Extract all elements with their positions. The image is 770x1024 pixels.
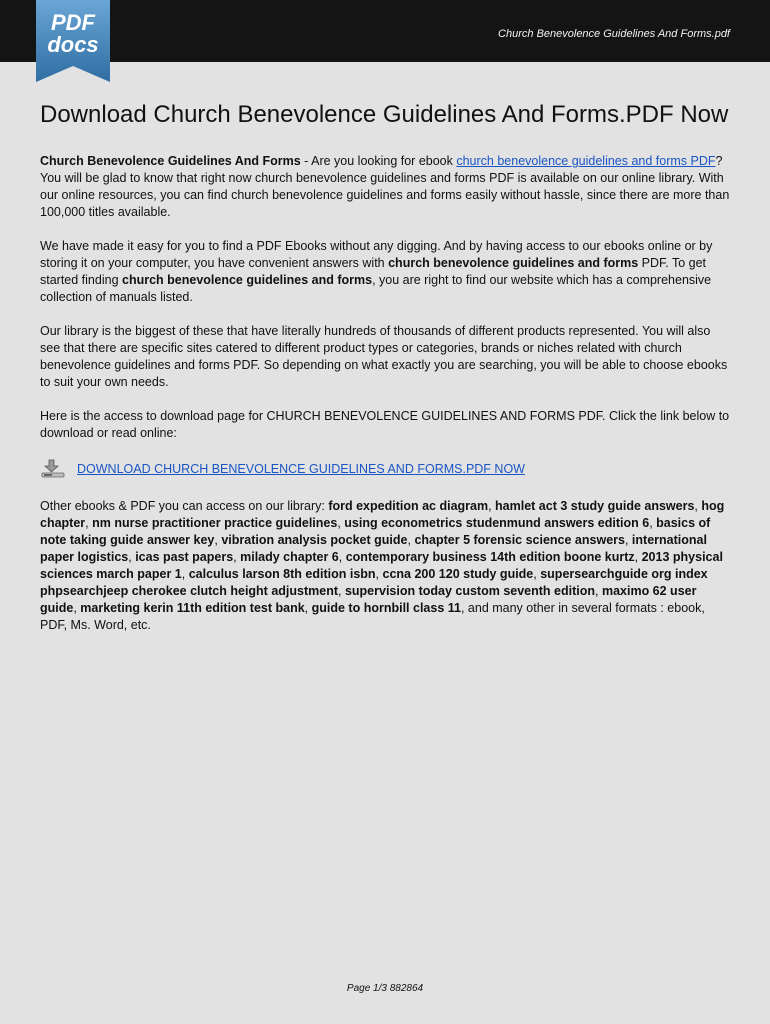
other-ebook-item: nm nurse practitioner practice guidelines	[92, 516, 338, 530]
document-body	[40, 101, 730, 651]
other-ebook-item: maximo 62 user guide	[40, 584, 697, 615]
intro-paragraph	[40, 153, 730, 221]
para2-bold-1: church benevolence guidelines and forms	[388, 256, 639, 270]
other-ebook-item: supervision today custom seventh edition	[344, 584, 596, 598]
pdf-docs-logo-icon[interactable]	[36, 0, 110, 82]
page-footer: Page 1/3 882864	[346, 983, 424, 994]
other-lead: Other ebooks & PDF you can access on our library:	[40, 499, 329, 513]
para2-text-1: We have made it easy for you to find a PDF Ebooks without any digging. And by having access to our ebooks online or by storing it on your computer, you have convenient answers with	[40, 239, 713, 270]
other-ebooks-paragraph: Other ebooks & PDF you can access on our library: ford expedition ac diagram, hamlet act 3 study guide answers, hog chapter, nm nurse practitioner practice guidelines, using econometrics studenmund answers edition 6, basics of note taking guide answer key, vibration analysis pocket guide, chapter 5 forensic science answers, international paper logistics, icas past papers, milady chapter 6, contemporary business 14th edition boone kurtz, 2013 physical sciences march paper 1, calculus larson 8th edition isbn, ccna 200 120 study guide, supersearchguide org index phpsearchjeep cherokee clutch height adjustment, supervision today custom seventh edition, maximo 62 user guide, marketing kerin 11th edition test bank, guide to hornbill class 11, and many other in several formats : ebook, PDF, Ms. Word, etc.	[40, 499, 725, 632]
paragraph-4: Here is the access to download page for CHURCH BENEVOLENCE GUIDELINES AND FORMS PDF. Click the link below to download or read online:	[40, 409, 730, 440]
download-icon[interactable]	[40, 459, 66, 479]
other-ebook-item: hamlet act 3 study guide answers	[495, 499, 695, 513]
other-ebook-item: milady chapter 6	[240, 550, 339, 564]
download-row	[40, 459, 730, 479]
logo-text-docs: docs	[47, 32, 99, 57]
ebook-link[interactable]: church benevolence guidelines and forms PDF	[456, 154, 716, 168]
other-ebook-item: chapter 5 forensic science answers	[414, 533, 625, 547]
other-ebook-item: 2013 physical sciences march paper 1	[40, 550, 723, 581]
other-ebook-item: icas past papers	[135, 550, 234, 564]
other-ebook-item: contemporary business 14th edition boone kurtz	[345, 550, 635, 564]
other-ebook-item: ccna 200 120 study guide	[382, 567, 534, 581]
other-ebook-item: ford expedition ac diagram	[328, 499, 489, 513]
other-ebook-item: vibration analysis pocket guide	[221, 533, 408, 547]
intro-text-2: ? You will be glad to know that right now church benevolence guidelines and forms PDF is available on our online library. With our online resources, you can find church benevolence guidelines and forms easily without hassle, since there are more than 100,000 titles available.	[40, 154, 730, 219]
other-ebook-item: calculus larson 8th edition isbn	[188, 567, 376, 581]
other-ebook-item: guide to hornbill class 11	[311, 601, 461, 615]
paragraph-3: Our library is the biggest of these that have literally hundreds of thousands of different products represented. You will also see that there are specific sites catered to different product types or categories, brands or niches related with church benevolence guidelines and forms PDF. So depending on what exactly you are searching, you will be able to choose ebooks to suit your own needs.	[40, 324, 728, 389]
para2-text-3: , you are right to find our website which has a comprehensive collection of manuals listed.	[40, 273, 712, 304]
other-ebook-item: hog chapter	[40, 499, 725, 530]
download-link[interactable]: DOWNLOAD CHURCH BENEVOLENCE GUIDELINES AND FORMS.PDF NOW	[77, 461, 525, 476]
other-ebook-item: supersearchguide org index phpsearchjeep cherokee clutch height adjustment	[40, 567, 708, 598]
other-ebook-item: basics of note taking guide answer key	[40, 516, 711, 547]
other-ebook-item: using econometrics studenmund answers edition 6	[344, 516, 650, 530]
other-ebook-item: international paper logistics	[40, 533, 707, 564]
other-tail: , and many other in several formats : ebook, PDF, Ms. Word, etc.	[40, 601, 705, 632]
para2-bold-2: church benevolence guidelines and forms	[122, 273, 373, 287]
intro-text-1: - Are you looking for ebook	[300, 154, 457, 168]
header-bar	[0, 0, 770, 62]
para2-text-2: PDF. To get started finding	[40, 256, 707, 287]
logo-text-pdf: PDF	[51, 10, 95, 35]
page-title: Download Church Benevolence Guidelines And Forms.PDF Now	[40, 101, 729, 128]
intro-bold-lead: Church Benevolence Guidelines And Forms	[40, 154, 301, 168]
other-ebook-item: marketing kerin 11th edition test bank	[80, 601, 305, 615]
paragraph-2	[40, 238, 730, 306]
file-name: Church Benevolence Guidelines And Forms.pdf	[498, 28, 730, 40]
